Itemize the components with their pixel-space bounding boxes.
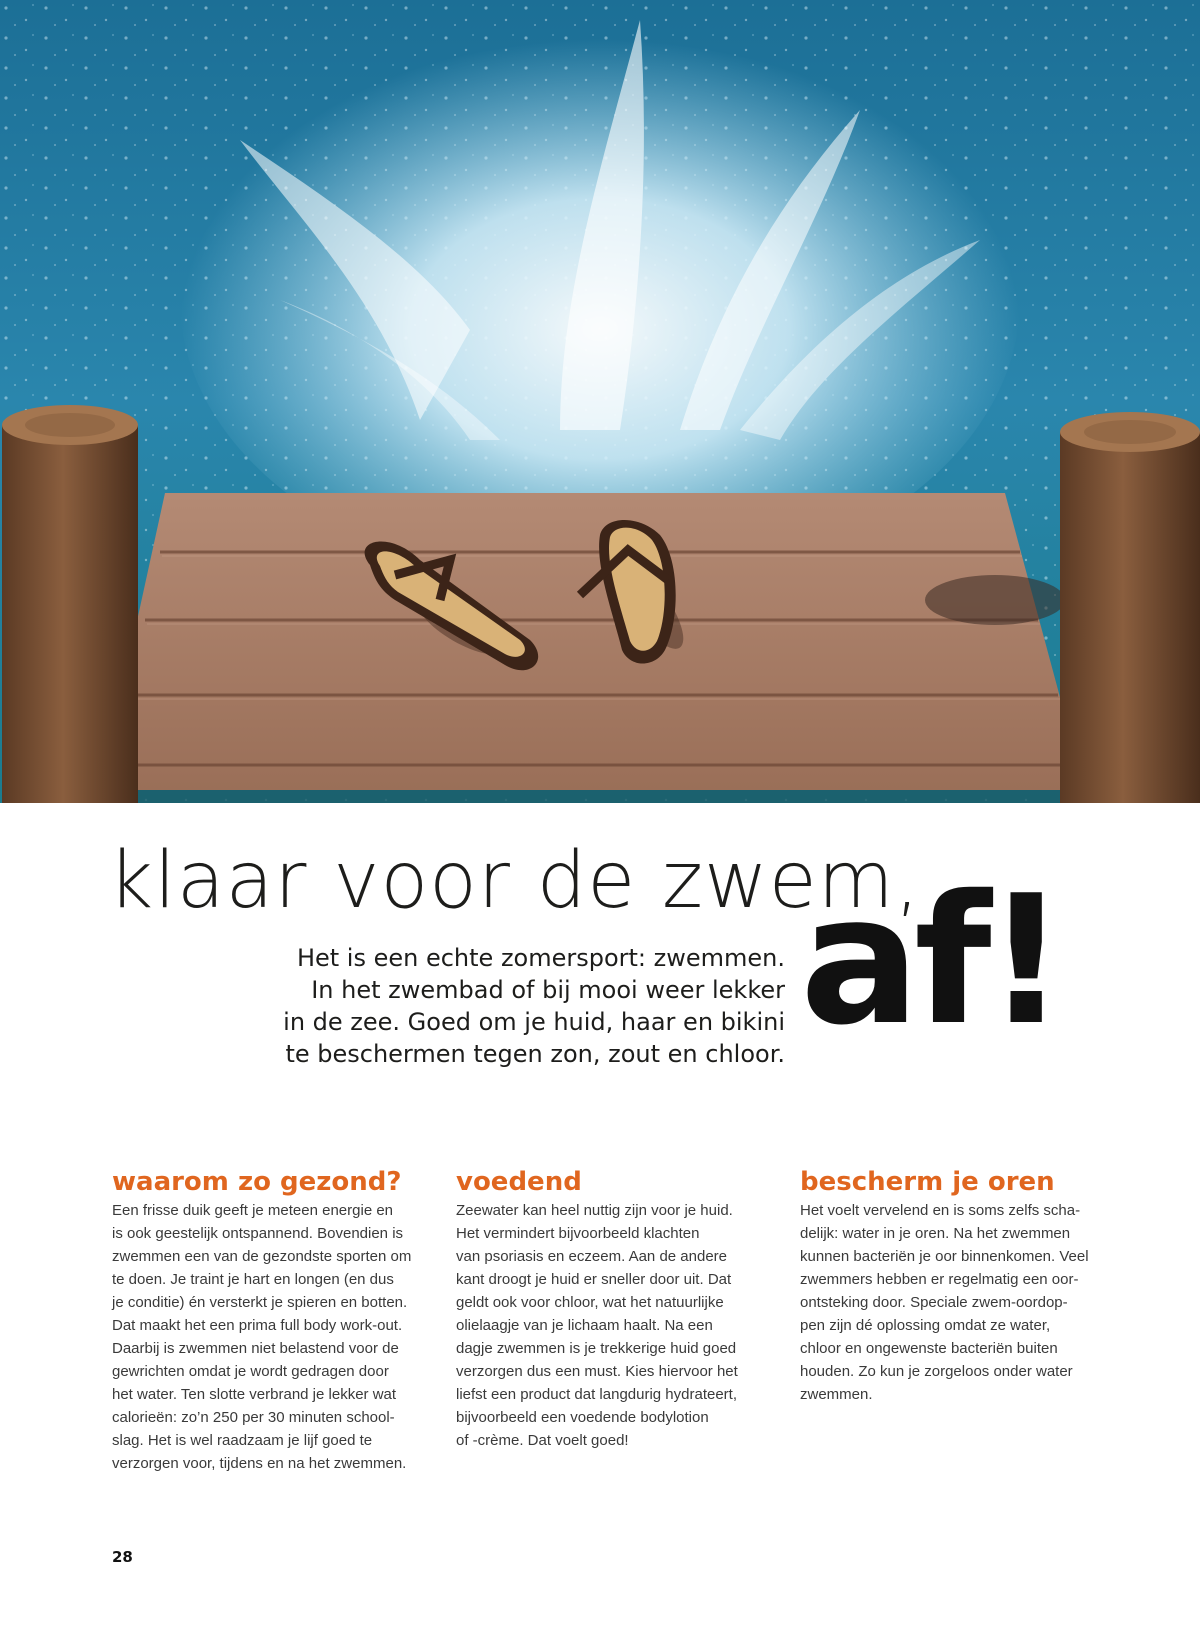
intro-line: te beschermen tegen zon, zout en chloor. (285, 1040, 785, 1068)
body-line: je conditie) én versterkt je spieren en botten. (112, 1294, 408, 1311)
body-line: is ook geestelijk ontspannend. Bovendien is (112, 1225, 404, 1242)
column-voedend (456, 1167, 781, 1452)
column-body (112, 1199, 437, 1475)
body-line: van psoriasis en eczeem. Aan de andere (456, 1248, 728, 1265)
body-line: ontsteking door. Speciale zwem-oordop- (800, 1294, 1068, 1311)
body-line: verzorgen dus een must. Kies hiervoor het (456, 1363, 738, 1380)
column-waarom-zo-gezond (112, 1167, 437, 1475)
body-line: kunnen bacteriën je oor binnenkomen. Veel (800, 1248, 1089, 1265)
body-line: delijk: water in je oren. Na het zwemmen (800, 1225, 1071, 1242)
hero-photo (0, 0, 1200, 803)
body-line: bijvoorbeeld een voedende bodylotion (456, 1409, 709, 1426)
body-line: Dat maakt het een prima full body work-out. (112, 1317, 403, 1334)
column-heading: voedend (456, 1167, 582, 1197)
column-body (800, 1199, 1125, 1406)
body-line: Het voelt vervelend en is soms zelfs scha- (800, 1202, 1081, 1219)
column-body (456, 1199, 781, 1452)
page-title: klaar voor de zwem, (108, 836, 921, 926)
body-line: calorieën: zo’n 250 per 30 minuten school- (112, 1409, 395, 1426)
body-line: dagje zwemmen is je trekkerige huid goed (456, 1340, 737, 1357)
body-line: zwemmen een van de gezondste sporten om (112, 1248, 412, 1265)
body-line: verzorgen voor, tijdens en na het zwemmen. (112, 1455, 407, 1472)
body-line: kant droogt je huid er sneller door uit. Dat (456, 1271, 732, 1288)
page-number: 28 (112, 1548, 133, 1566)
body-line: zwemmen. (800, 1386, 873, 1403)
body-line: geldt ook voor chloor, wat het natuurlijke (456, 1294, 724, 1311)
body-line: slag. Het is wel raadzaam je lijf goed te (112, 1432, 373, 1449)
body-line: gewrichten omdat je wordt gedragen door (112, 1363, 389, 1380)
body-line: Het vermindert bijvoorbeeld klachten (456, 1225, 700, 1242)
body-line: of -crème. Dat voelt goed! (456, 1432, 629, 1449)
column-heading: waarom zo gezond? (112, 1167, 402, 1197)
body-line: houden. Zo kun je zorgeloos onder water (800, 1363, 1073, 1380)
body-line: zwemmers hebben er regelmatig een oor- (800, 1271, 1079, 1288)
intro-line: In het zwembad of bij mooi weer lekker (311, 976, 785, 1004)
title-emphasis: af! (800, 857, 1061, 1064)
body-line: te doen. Je traint je hart en longen (en dus (112, 1271, 394, 1288)
jetty-splash-illustration (0, 0, 1200, 803)
body-line: Zeewater kan heel nuttig zijn voor je huid. (456, 1202, 733, 1219)
column-heading: bescherm je oren (800, 1167, 1055, 1197)
intro-line: in de zee. Goed om je huid, haar en bikini (283, 1008, 785, 1036)
body-line: Een frisse duik geeft je meteen energie en (112, 1202, 394, 1219)
column-bescherm-je-oren (800, 1167, 1125, 1406)
body-line: het water. Ten slotte verbrand je lekker wat (112, 1386, 397, 1403)
body-line: pen zijn dé oplossing omdat ze water, (800, 1317, 1051, 1334)
body-line: Daarbij is zwemmen niet belastend voor de (112, 1340, 399, 1357)
body-line: liefst een product dat langdurig hydrateert, (456, 1386, 738, 1403)
body-line: chloor en ongewenste bacteriën buiten (800, 1340, 1058, 1357)
intro-paragraph (250, 942, 785, 1070)
body-line: olielaagje van je lichaam haalt. Na een (456, 1317, 713, 1334)
intro-line: Het is een echte zomersport: zwemmen. (296, 944, 785, 972)
